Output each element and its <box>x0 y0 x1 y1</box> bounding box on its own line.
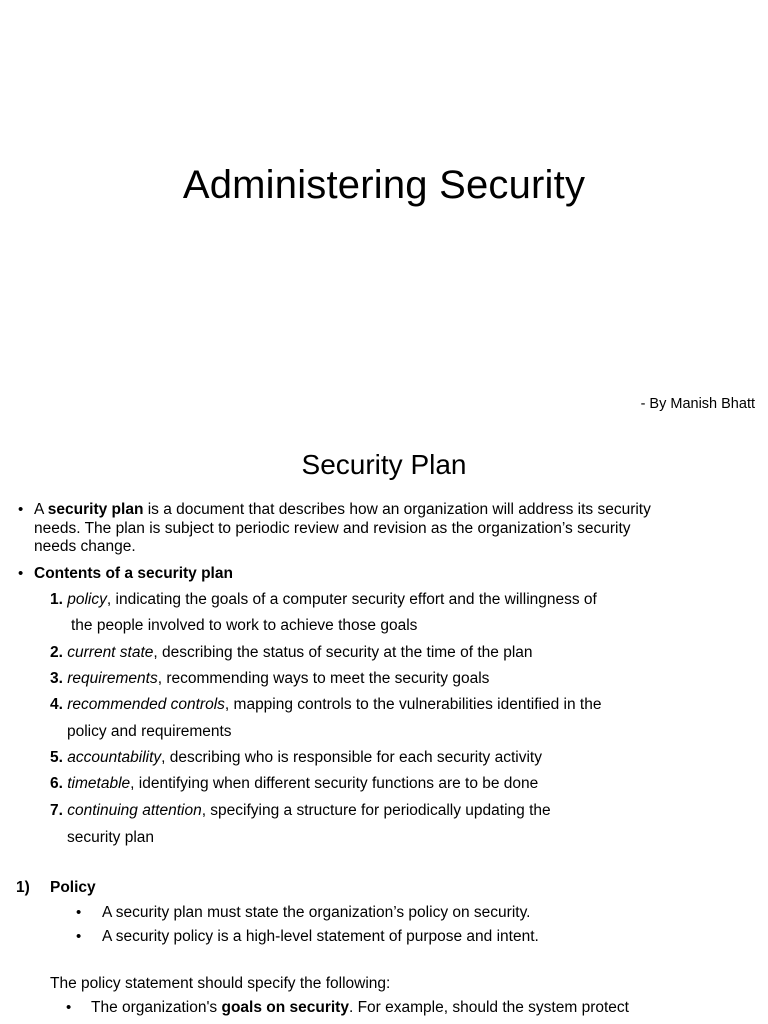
author-credit: - By Manish Bhatt <box>640 396 755 412</box>
item-number: 2. <box>50 644 63 661</box>
item-number: 1. <box>50 591 63 608</box>
item-term: current state <box>67 644 154 661</box>
title-slide <box>0 0 768 432</box>
intro-line-1 <box>34 501 651 520</box>
item-term: timetable <box>67 775 131 792</box>
item-term: accountability <box>67 749 162 766</box>
section-number: 1) <box>16 879 30 896</box>
item-desc: , indicating the goals of a computer security effort and the willingness of <box>106 591 597 608</box>
list-item <box>50 591 597 610</box>
item-term: continuing attention <box>67 802 202 819</box>
list-item <box>50 696 601 715</box>
goal-rest: . For example, should the system protect <box>348 999 629 1016</box>
intro-bold-term: security plan <box>47 501 144 518</box>
item-number: 7. <box>50 802 63 819</box>
list-item-continuation: security plan <box>67 829 155 846</box>
item-term: requirements <box>67 670 158 687</box>
contents-heading: Contents of a security plan <box>34 565 233 582</box>
policy-bullet: A security plan must state the organization’s policy on security. <box>102 904 531 921</box>
item-number: 4. <box>50 696 63 713</box>
item-number: 6. <box>50 775 63 792</box>
presentation-title: Administering Security <box>182 163 586 207</box>
list-item <box>50 749 542 768</box>
bullet-dot-icon: • <box>76 904 82 921</box>
item-desc: , describing the status of security at the time of the plan <box>153 644 533 661</box>
item-number: 3. <box>50 670 63 687</box>
intro-rest: is a document that describes how an organization will address its security <box>143 501 651 518</box>
section-heading: Policy <box>50 879 96 896</box>
list-item-continuation: policy and requirements <box>67 723 232 740</box>
item-desc: , specifying a structure for periodically updating the <box>201 802 551 819</box>
item-term: recommended controls <box>67 696 225 713</box>
item-desc: , mapping controls to the vulnerabilities identified in the <box>224 696 602 713</box>
bullet-dot-icon: • <box>18 565 24 582</box>
policy-statement: The policy statement should specify the following: <box>50 975 391 992</box>
list-item <box>50 670 489 689</box>
bullet-dot-icon: • <box>76 928 82 945</box>
list-item <box>50 644 533 663</box>
bullet-dot-icon: • <box>66 999 72 1016</box>
slide-title: Security Plan <box>301 449 467 480</box>
policy-goal-bullet <box>91 999 629 1018</box>
item-desc: , identifying when different security functions are to be done <box>130 775 539 792</box>
item-desc: , describing who is responsible for each security activity <box>161 749 542 766</box>
policy-bullet: A security policy is a high-level statement of purpose and intent. <box>102 928 539 945</box>
bullet-dot-icon: • <box>18 501 24 518</box>
item-term: policy <box>67 591 107 608</box>
list-item <box>50 775 538 794</box>
goal-bold: goals on security <box>221 999 349 1016</box>
goal-prefix: The organization's <box>91 999 222 1016</box>
intro-prefix: A <box>34 501 48 518</box>
intro-line-2: needs. The plan is subject to periodic review and revision as the organization’s security <box>34 520 631 537</box>
security-plan-slide <box>0 432 768 1024</box>
intro-line-3: needs change. <box>34 538 136 555</box>
item-number: 5. <box>50 749 63 766</box>
item-desc: , recommending ways to meet the security goals <box>157 670 490 687</box>
list-item <box>50 802 551 821</box>
list-item-continuation: the people involved to work to achieve those goals <box>71 617 418 634</box>
